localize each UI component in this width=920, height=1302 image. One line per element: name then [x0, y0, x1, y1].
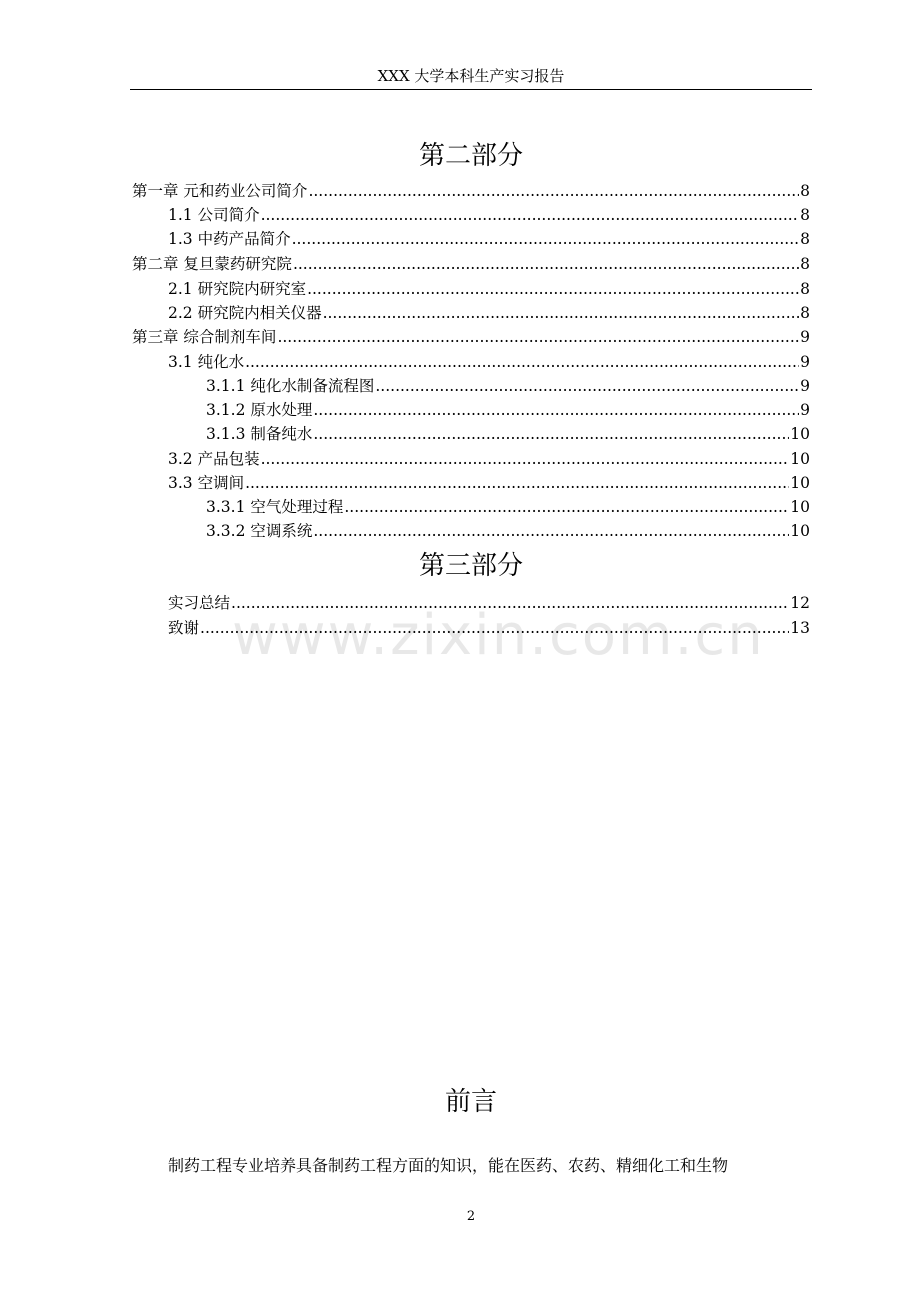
toc-leader-dots [245, 351, 799, 373]
toc-leader-dots [313, 423, 789, 445]
header-divider [130, 89, 812, 90]
toc-entry[interactable] [168, 302, 810, 324]
toc-entry-page: 9 [800, 353, 810, 371]
toc-entry-page: 10 [790, 498, 810, 516]
toc-entry-page: 8 [800, 230, 810, 248]
toc-leader-dots [245, 472, 789, 494]
toc-entry-label: 3.1.3 制备纯水 [206, 425, 313, 443]
toc-entry-label: 第一章 元和药业公司简介 [132, 182, 308, 200]
toc-entry-label: 3.3.1 空气处理过程 [206, 498, 344, 516]
toc-entry-page: 9 [800, 377, 810, 395]
toc-entry-page: 8 [800, 206, 810, 224]
watermark: www.zixin.com.cn [232, 603, 765, 668]
toc-entry[interactable] [206, 375, 810, 397]
toc-entry[interactable] [168, 472, 810, 494]
toc-entry-page: 10 [790, 425, 810, 443]
preface-paragraph: 制药工程专业培养具备制药工程方面的知识，能在医药、农药、精细化工和生物 [168, 1156, 729, 1175]
toc-entry-label: 3.2 产品包装 [168, 450, 260, 468]
toc-leader-dots [313, 399, 799, 421]
toc-entry-label: 第三章 综合制剂车间 [132, 328, 277, 346]
toc-leader-dots [344, 496, 789, 518]
toc-entry-label: 2.2 研究院内相关仪器 [168, 304, 322, 322]
toc-leader-dots [308, 180, 799, 202]
toc-entry-page: 8 [800, 182, 810, 200]
toc-entry-label: 3.3.2 空调系统 [206, 522, 313, 540]
toc-entry-page: 10 [790, 474, 810, 492]
toc-leader-dots [323, 302, 800, 324]
toc-leader-dots [313, 520, 789, 542]
toc-entry[interactable] [168, 278, 810, 300]
toc-entry-label: 3.1.2 原水处理 [206, 401, 313, 419]
toc-entry[interactable] [206, 496, 810, 518]
toc-entry-page: 8 [800, 255, 810, 273]
part-three-heading: 第三部分 [418, 551, 523, 581]
toc-entry-label: 2.1 研究院内研究室 [168, 280, 307, 298]
toc-entry[interactable] [132, 253, 810, 275]
toc-entry[interactable] [168, 448, 810, 470]
toc-entry[interactable] [132, 326, 810, 348]
toc-entry-label: 1.3 中药产品简介 [168, 230, 291, 248]
toc-entry-label: 3.1.1 纯化水制备流程图 [206, 377, 375, 395]
toc-entry-label: 3.1 纯化水 [168, 353, 245, 371]
toc-leader-dots [292, 228, 800, 250]
toc-entry[interactable] [168, 204, 810, 226]
toc-entry-label: 实习总结 [168, 594, 231, 612]
toc-entry-page: 10 [790, 450, 810, 468]
toc-entry[interactable] [206, 423, 810, 445]
toc-entry[interactable] [206, 520, 810, 542]
toc-entry-page: 13 [790, 619, 810, 637]
toc-entry[interactable] [132, 180, 810, 202]
toc-entry[interactable] [206, 399, 810, 421]
toc-entry-page: 9 [800, 401, 810, 419]
toc-entry-label: 1.1 公司简介 [168, 206, 260, 224]
page-header-title: XXX 大学本科生产实习报告 [377, 67, 565, 85]
page-number: 2 [466, 1209, 476, 1224]
preface-heading: 前言 [444, 1087, 497, 1117]
toc-leader-dots [293, 253, 799, 275]
toc-entry[interactable] [168, 351, 810, 373]
toc-entry-page: 8 [800, 280, 810, 298]
toc-entry-page: 10 [790, 522, 810, 540]
toc-entry-page: 8 [800, 304, 810, 322]
toc-entry-label: 致谢 [168, 619, 200, 637]
toc-entry[interactable] [168, 228, 810, 250]
toc-leader-dots [277, 326, 799, 348]
toc-entry-label: 3.3 空调间 [168, 474, 245, 492]
toc-entry-page: 12 [790, 594, 810, 612]
toc-entry-page: 9 [800, 328, 810, 346]
toc-entry-label: 第二章 复旦蒙药研究院 [132, 255, 292, 273]
toc-leader-dots [307, 278, 799, 300]
toc-leader-dots [375, 375, 799, 397]
toc-leader-dots [261, 204, 800, 226]
part-two-heading: 第二部分 [418, 141, 523, 171]
toc-leader-dots [261, 448, 790, 470]
